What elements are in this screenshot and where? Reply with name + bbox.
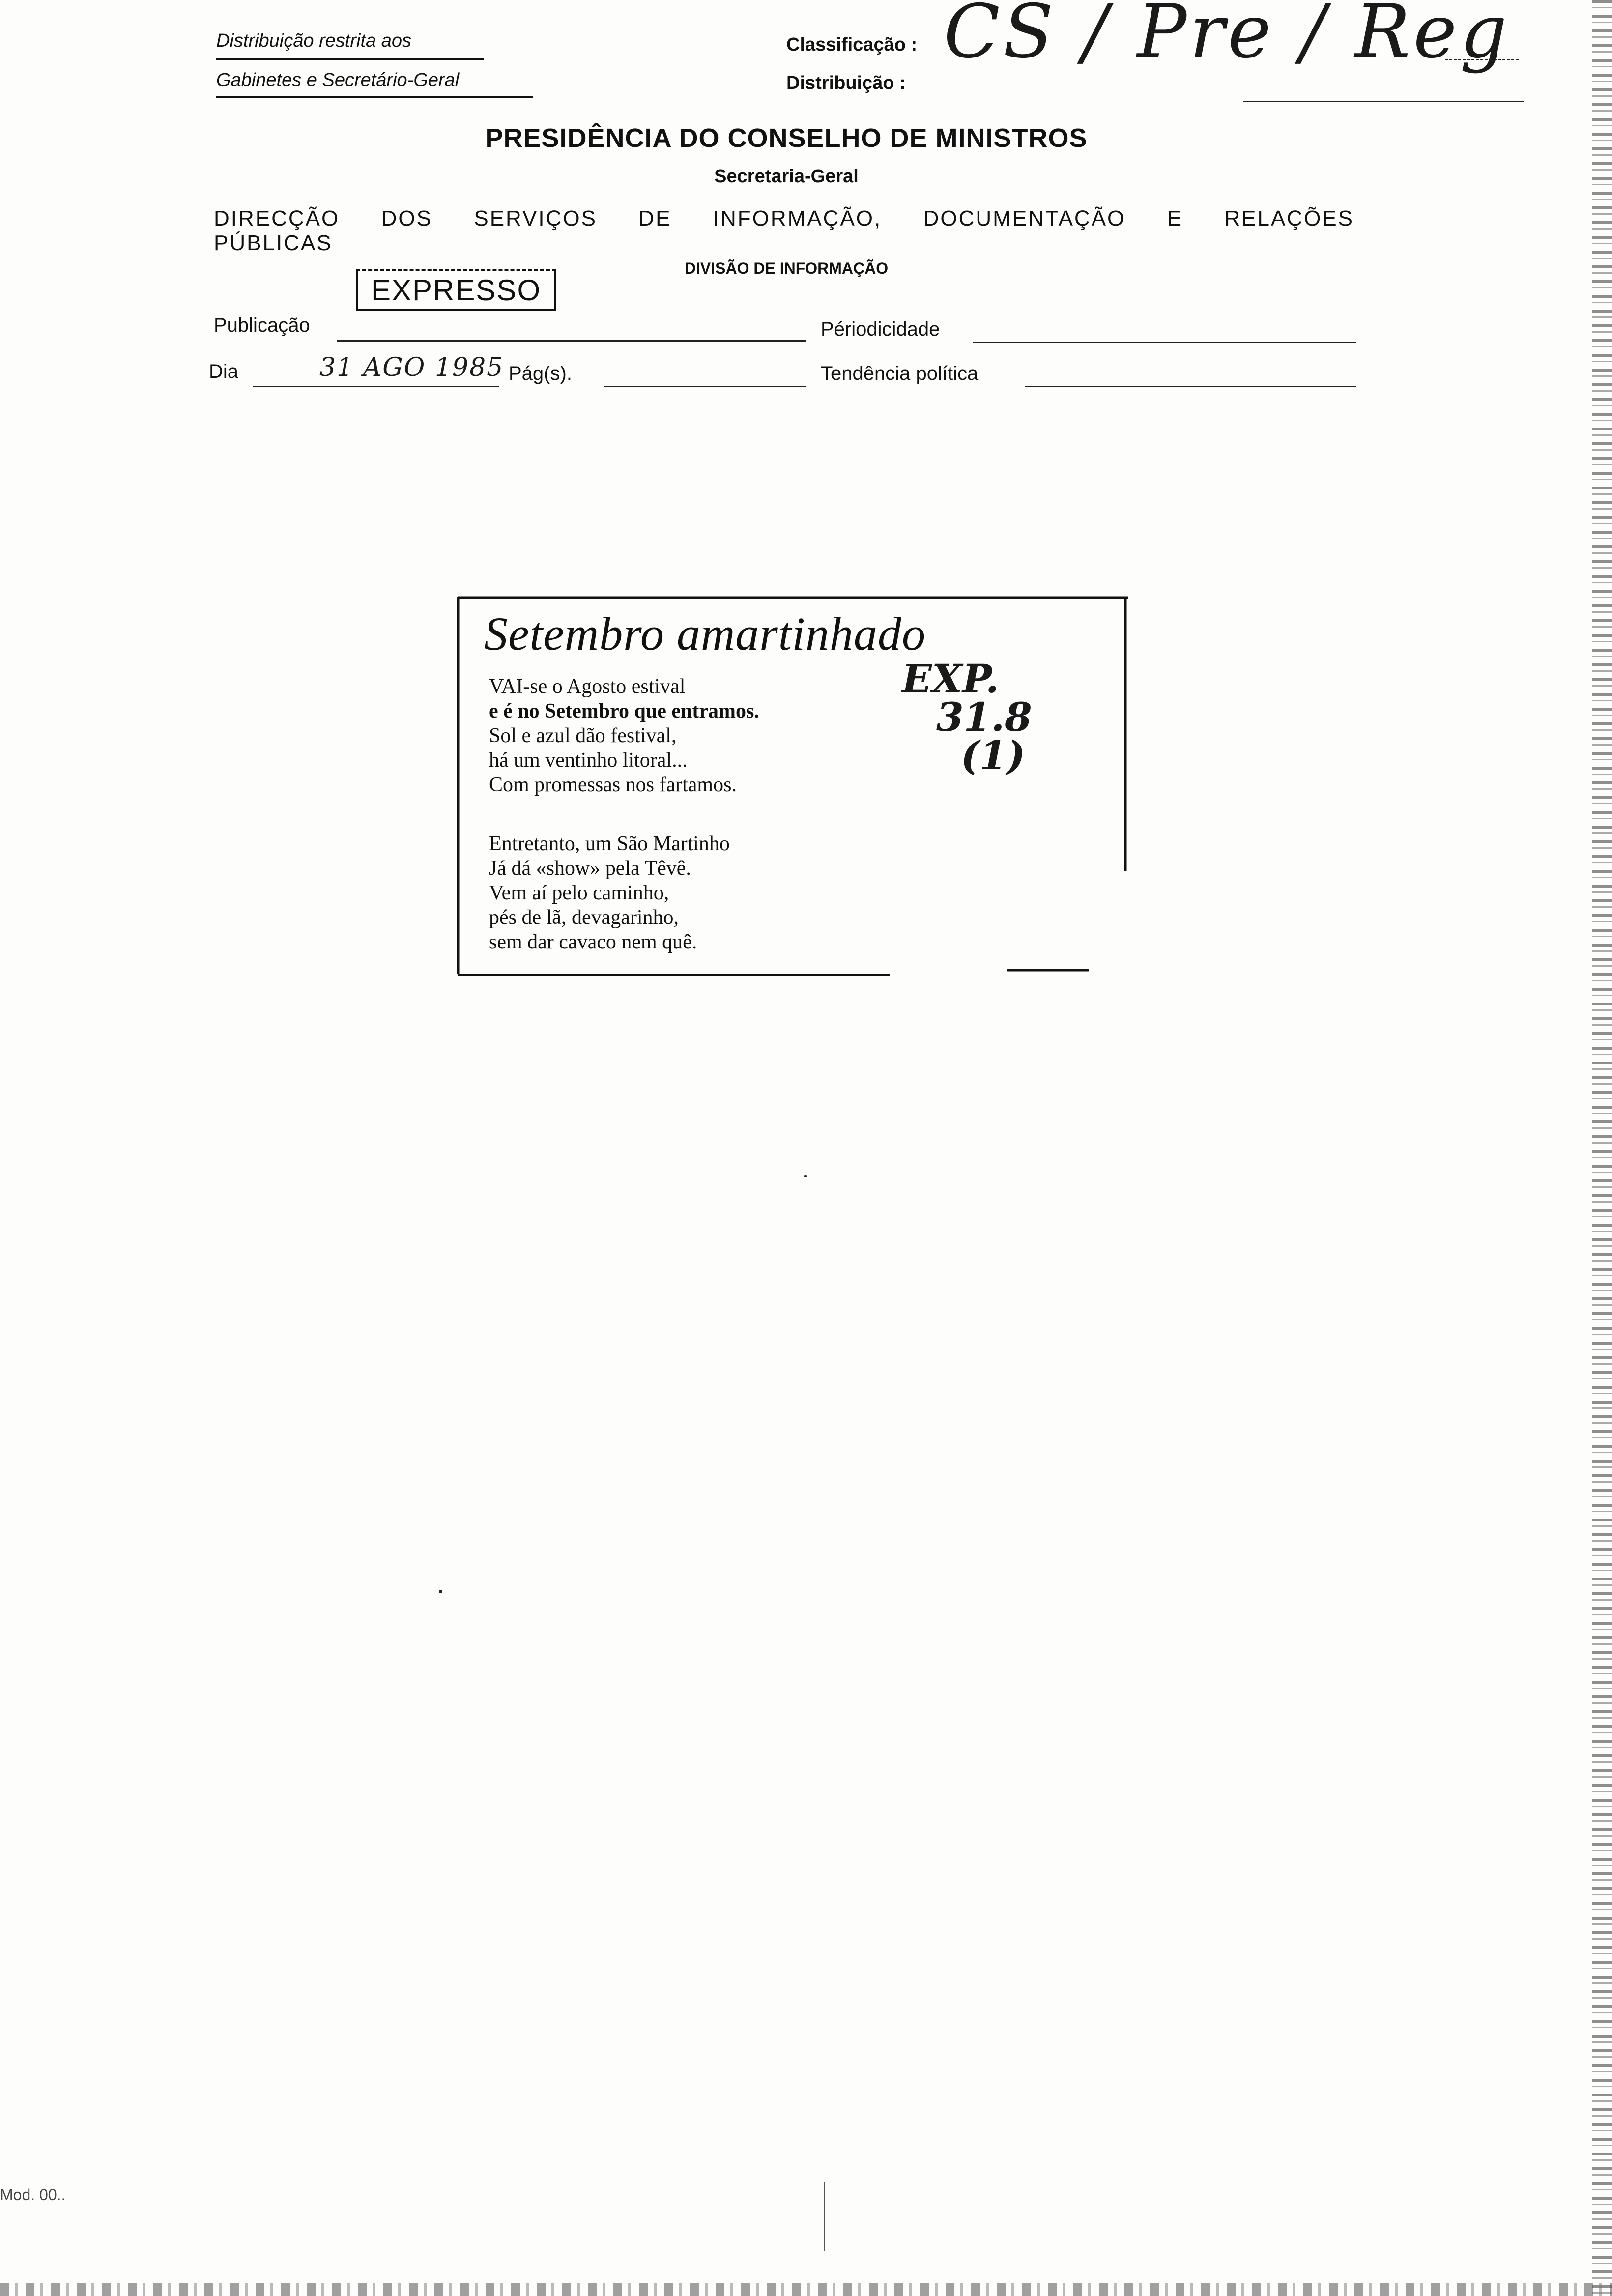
stanza-1-line-5: Com promessas nos fartamos. xyxy=(489,774,737,796)
pages-label: Pág(s). xyxy=(509,363,572,384)
stanza-1-line-2: e é no Setembro que entramos. xyxy=(489,700,759,722)
stanza-2-line-3: Vem aí pelo caminho, xyxy=(489,882,669,904)
clipping-title: Setembro amartinhado xyxy=(484,607,926,660)
direction-line: DIRECÇÃO DOS SERVIÇOS DE INFORMAÇÃO, DOCUMENTAÇÃO E RELAÇÕES PÚBLICAS xyxy=(214,206,1354,255)
scan-edge-artifact xyxy=(1592,0,1612,2296)
restricted-line-2: Gabinetes e Secretário-Geral xyxy=(216,70,460,90)
stanza-2-line-1: Entretanto, um São Martinho xyxy=(489,832,730,855)
political-tendency-label: Tendência política xyxy=(821,363,979,384)
scan-speck xyxy=(804,1175,807,1177)
publication-fill-line xyxy=(337,340,806,342)
stanza-1-line-1: VAI-se o Agosto estival xyxy=(489,675,686,698)
periodicity-label: Périodicidade xyxy=(821,318,940,340)
distribution-label: Distribuição : xyxy=(786,73,906,93)
publication-stamp: EXPRESSO xyxy=(356,269,556,311)
stanza-2 xyxy=(489,832,730,954)
stanza-1 xyxy=(489,674,759,797)
stanza-2-line-4: pés de lã, devagarinho, xyxy=(489,906,679,929)
periodicity-fill-line xyxy=(973,342,1356,343)
underline-1 xyxy=(216,58,484,60)
classification-rule xyxy=(1243,101,1524,102)
restricted-line-1: Distribuição restrita aos xyxy=(216,30,412,51)
handwritten-note xyxy=(902,656,1032,778)
stanza-1-line-4: há um ventinho litoral... xyxy=(489,749,688,772)
stanza-2-line-2: Já dá «show» pela Têvê. xyxy=(489,857,691,880)
office-title: PRESIDÊNCIA DO CONSELHO DE MINISTROS xyxy=(485,123,1088,153)
day-value: 31 AGO 1985 xyxy=(319,353,504,382)
day-fill-line xyxy=(253,386,499,387)
newspaper-clipping xyxy=(457,596,1128,979)
handwritten-classification: CS / Pre / Reg xyxy=(944,0,1510,75)
stanza-1-line-3: Sol e azul dão festival, xyxy=(489,724,677,747)
form-code: Mod. 00.. xyxy=(0,2186,66,2204)
scan-bottom-artifact xyxy=(0,2283,1612,2296)
underline-2 xyxy=(216,96,533,98)
pages-fill-line xyxy=(604,386,806,387)
handwritten-note-line-3: (1) xyxy=(961,732,1026,778)
day-label: Dia xyxy=(209,361,239,382)
stanza-2-line-5: sem dar cavaco nem quê. xyxy=(489,931,697,953)
scan-mark xyxy=(824,2182,825,2251)
margin-dash xyxy=(1445,59,1519,60)
political-tendency-fill-line xyxy=(1025,386,1356,387)
publication-label: Publicação xyxy=(214,315,310,336)
handwritten-note-line-1: EXP. xyxy=(902,656,999,702)
office-subtitle: Secretaria-Geral xyxy=(714,166,859,187)
scan-speck xyxy=(439,1590,442,1593)
classification-label: Classificação : xyxy=(786,34,918,55)
division-title: DIVISÃO DE INFORMAÇÃO xyxy=(684,259,889,277)
handwritten-note-line-2: 31.8 xyxy=(936,694,1032,740)
